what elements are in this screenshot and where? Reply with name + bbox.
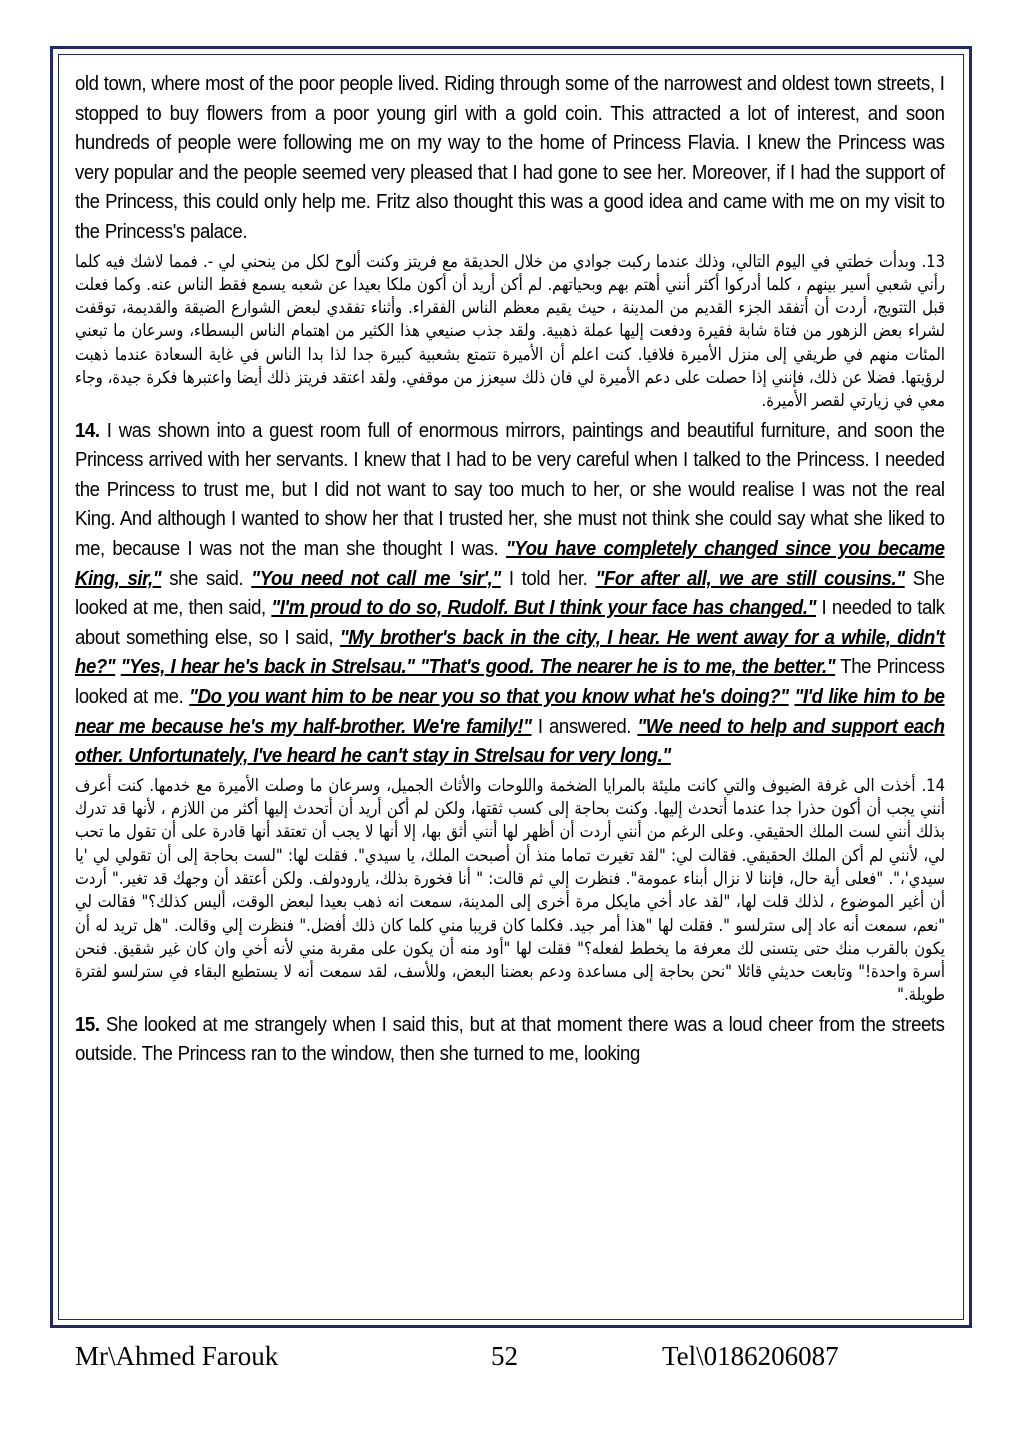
narration-text: The Princess looked at me. — [75, 656, 945, 708]
narration-text: She looked at me, then said, — [75, 567, 945, 620]
narration-text: I told her. — [500, 567, 596, 590]
dialogue-quote: "For after all, we are still cousins." — [595, 567, 905, 590]
narration-text: She looked at me strangely when I said this, but at that moment there was a loud cheer from the streets outside. The Princess ran to the window, then she turned to me, looking — [75, 1013, 945, 1066]
paragraph-15-english — [75, 1011, 945, 1070]
paragraph-13-english: old town, where most of the poor people lived. Riding through some of the narrowest and oldest town streets, I stopped to buy flowers from a poor young girl with a gold coin. This attracted a lot of interest, and soon hundreds of people were following me on my way to the home of Princess Flavia. I knew the Princess was very popular and the people seemed very pleased that I had gone to see her. Moreover, if I had the support of the Princess, this could only help me. Fritz also thought this was a good idea and came with me on my visit to the Princess's palace. — [75, 73, 945, 243]
dialogue-quote: "I'd like him to be near me because he's my half-brother. We're family!" — [75, 685, 945, 738]
paragraph-14-arabic: 14. أخذت الى غرفة الضيوف والتي كانت مليئة بالمرايا الضخمة واللوحات والأثاث الجميل، وسرعان ما وصلت الأميرة مع خدمها. كنت أعرف أنني يجب أن أكون حذرا جدا عندما أتحدث إليها. وكنت بحاجة إلى كسب ثقتها، ولكن لم أكن أريد أن أتحدث إليها أكثر من اللازم ، لأنها قد تدرك بذلك أنني لست الملك الحقيقي. وعلى الرغم من أنني أردت أن أظهر لها أنني أثق بها، إلا أنها لا يجب أن تعتقد أنها قادرة على أن تقول ما تحب لي، لأنني لم أكن الملك الحقيقي. فقالت لي: "لقد تغيرت تماما منذ أن أصبحت الملك، يا سيدي". فقلت لها: "لست بحاجة إلى أن تقولي لي 'يا سيدي'،". "فعلى أية حال، فإننا لا نزال أبناء عمومة". فنظرت إلي ثم قالت: " أنا فخورة بذلك، يارودولف. ولكن أعتقد أن وجهك قد تغير." أردت أن أغير الموضوع ، لذلك قلت لها، "لقد عاد أخي مايكل مرة أخرى إلى المدينة، سمعت انه ذهب بعيدا لبعض الوقت، أليس كذلك؟" فقالت لي "نعم، سمعت أنه عاد إلى سترلسو ". فقلت لها "هذا أمر جيد. فكلما كان قريبا مني كلما كان ذلك أفضل." فنظرت إلي وقالت. "هل تريد له أن يكون بالقرب منك حتى يتسنى لك معرفة ما يخطط لفعله؟" فقلت لها "أود منه أن يكون على مقربة مني لأنه أخي وان كان غير شقيق. فنحن أسرة واحدة!" وتابعت حديثي قائلا "نحن بحاجة إلى مساعدة ودعم بعضنا البعض، وللأسف، لقد سمعت أنه لا يستطيع البقاء في سترلسو لفترة طويلة." — [75, 775, 945, 1006]
paragraph-14-english — [75, 417, 945, 772]
dialogue-quote: "We need to help and support each other. Unfortunately, I've heard he can't stay in Strelsau for very long." — [75, 715, 945, 768]
dialogue-quote: "You need not call me 'sir'," — [251, 567, 501, 590]
paragraph-13-arabic: 13. وبدأت خطتي في اليوم التالي، وذلك عندما ركبت جوادي من خلال الحديقة مع فريتز وكنت ألوح لكل من ينحني لي -. فمما لاشك فيه كلما رأني شعبي أسير بينهم ، كلما أدركوا أكثر أنني أهتم بهم وبحياتهم. لم أكن أريد أن أكون ملكا بعيدا عن شعبه يسمع فقط الناس عنه. وكما فعلت قبل التتويج، أردت أن أتفقد الجزء القديم من المدينة ، حيث يقيم معظم الناس الفقراء. وأثناء تفقدي لبعض الشوارع الضيقة والقديمة، توقفت لشراء بعض الزهور من فتاة شابة فقيرة ودفعت إليها عملة ذهبية. ولقد جذب صنيعي هذا الكثير من اهتمام الناس البسطاء، وسرعان ما تبعني المئات منهم في طريقي إلى منزل الأميرة فلافيا. كنت اعلم أن الأميرة تتمتع بشعبية كبيرة جدا لذا بدا الناس في غاية السعادة عندما ذهبت لرؤيتها. فضلا عن ذلك، فإنني إذا حصلت على دعم الأميرة لي فان ذلك سيعزز من موقفي. ولقد اعتقد فريتز ذلك أيضا واعتبرها فكرة جيدة، وجاء معي في زيارتي لقصر الأميرة. — [75, 251, 945, 412]
narration-text: I was shown into a guest room full of enormous mirrors, paintings and beautiful furniture, and soon the Princess arrived with her servants. I knew that I had to be very careful when I talked to the Princess. I needed the Princess to trust me, but I did not want to say too much to her, or she would realise I was not the real King. And although I wanted to show her that I trusted her, she must not think she could say what she liked to me, because I was not the man she thought I was. — [75, 419, 945, 561]
page-content — [75, 70, 945, 1315]
narration-text: I answered. — [531, 715, 638, 738]
dialogue-quote: "Do you want him to be near you so that you know what he's doing?" — [189, 685, 789, 708]
dialogue-quote: "I'm proud to do so, Rudolf. But I think your face has changed." — [271, 597, 816, 620]
paragraph-number: 15. — [75, 1013, 100, 1036]
narration-text: she said. — [161, 567, 252, 590]
narration-text: I needed to talk about something else, so I said, — [75, 597, 945, 649]
page-number: 52 — [491, 1341, 518, 1371]
dialogue-quote: "My brother's back in the city, I hear. He went away for a while, didn't he?" — [75, 626, 945, 679]
dialogue-quote: "Yes, I hear he's back in Strelsau." "That's good. The nearer he is to me, the better." — [120, 656, 836, 679]
footer-author: Mr\Ahmed Farouk — [75, 1341, 279, 1371]
paragraph-number: 14. — [75, 419, 100, 442]
dialogue-quote: "You have completely changed since you became King, sir," — [75, 538, 945, 590]
footer-telephone: Tel\0186206087 — [662, 1341, 839, 1371]
page-footer — [0, 1330, 1024, 1390]
